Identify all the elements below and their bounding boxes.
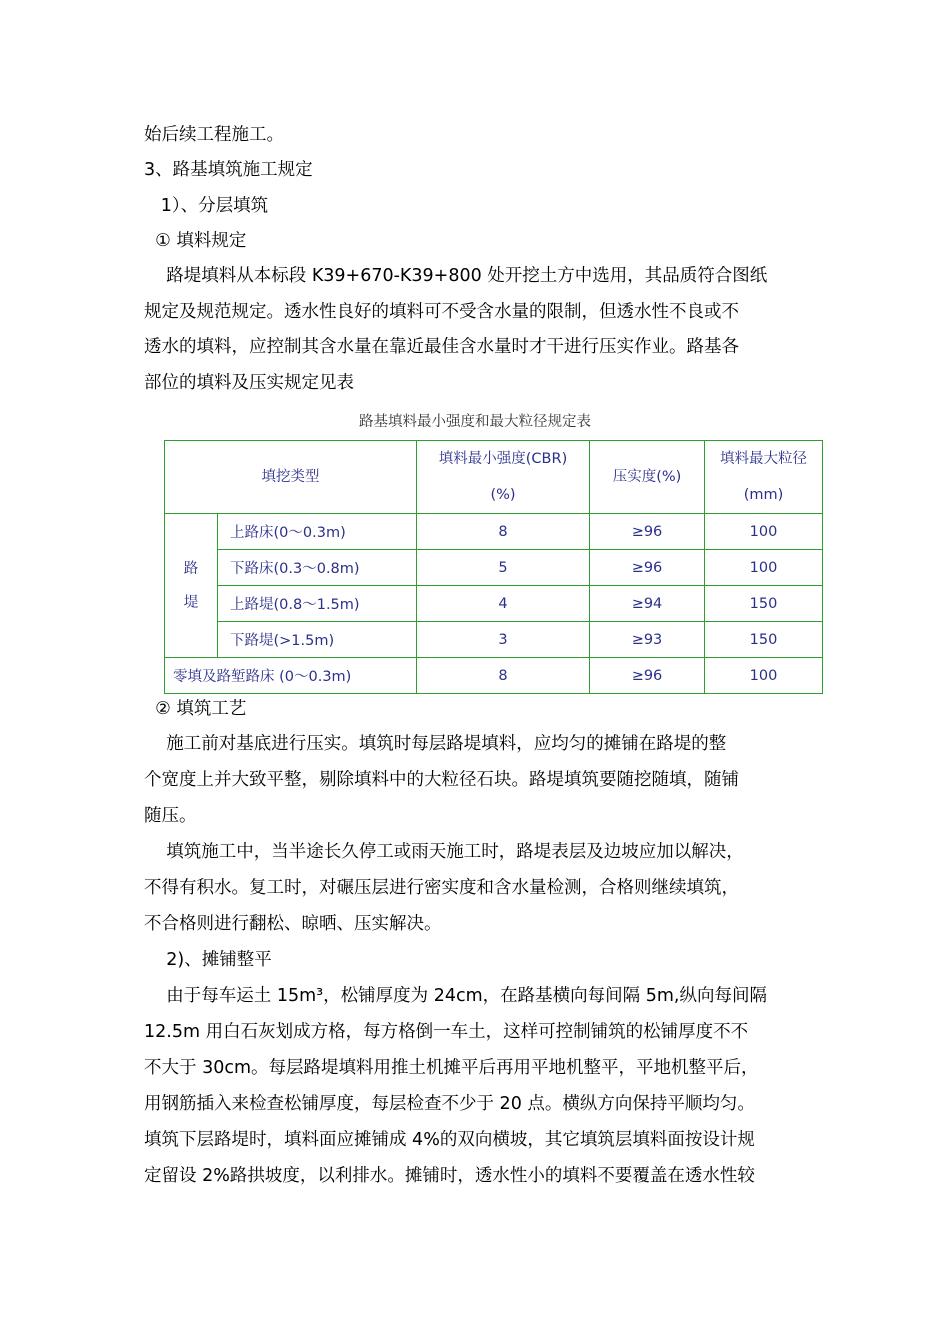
- item-heading: ① 填料规定: [144, 231, 247, 251]
- text-line: 由于每车运土 15m³，松铺厚度为 24cm，在路基横向每间隔 5m,纵向每间隔: [144, 986, 767, 1006]
- size-cell: 150: [705, 622, 823, 658]
- cbr-cell: 3: [417, 622, 590, 658]
- text-line: 透水的填料，应控制其含水量在靠近最佳含水量时才干进行压实作业。路基各: [144, 337, 739, 357]
- text-line: 12.5m 用白石灰划成方格，每方格倒一车土，这样可控制铺筑的松铺厚度不不: [144, 1022, 749, 1042]
- compaction-cell: ≥94: [590, 586, 705, 622]
- text-line: 随压。: [144, 806, 197, 826]
- part-cell: 下路床(0.3～0.8m): [218, 550, 417, 586]
- compaction-cell: ≥93: [590, 622, 705, 658]
- compaction-cell: ≥96: [590, 658, 705, 694]
- text-line: 部位的填料及压实规定见表: [144, 373, 354, 393]
- text-line: 施工前对基底进行压实。填筑时每层路堤填料，应均匀的摊铺在路堤的整: [144, 734, 727, 754]
- part-cell: 零填及路堑路床 (0～0.3m): [165, 658, 417, 694]
- text-line: 填筑施工中，当半途长久停工或雨天施工时，路堤表层及边坡应加以解决，: [144, 842, 744, 862]
- text-line: 填筑下层路堤时，填料面应摊铺成 4%的双向横坡，其它填筑层填料面按设计规: [144, 1130, 755, 1150]
- table-row: [165, 514, 823, 550]
- text-line: 个宽度上并大致平整，剔除填料中的大粒径石块。路堤填筑要随挖随填，随铺: [144, 770, 739, 790]
- text-line: 规定及规范规定。透水性良好的填料可不受含水量的限制，但透水性不良或不: [144, 302, 739, 322]
- header-compaction: 压实度(%): [590, 441, 705, 514]
- size-cell: 100: [705, 514, 823, 550]
- text-line: 路堤填料从本标段 K39+670-K39+800 处开挖土方中选用，其品质符合图纸: [144, 266, 768, 286]
- text-line: 不合格则进行翻松、晾晒、压实解决。: [144, 914, 442, 934]
- table-row: [165, 658, 823, 694]
- size-cell: 100: [705, 550, 823, 586]
- compaction-cell: ≥96: [590, 514, 705, 550]
- text-line: 用钢筋插入来检查松铺厚度，每层检查不少于 20 点。横纵方向保持平顺均匀。: [144, 1094, 755, 1114]
- text-line: 始后续工程施工。: [144, 125, 284, 145]
- header-size: 填料最大粒径 (mm): [705, 441, 823, 514]
- group-label: 路 堤: [165, 514, 218, 658]
- item-heading: ② 填筑工艺: [144, 699, 247, 719]
- text-line: 定留设 2%路拱坡度，以利排水。摊铺时，透水性小的填料不要覆盖在透水性较: [144, 1166, 755, 1186]
- part-cell: 上路堤(0.8～1.5m): [218, 586, 417, 622]
- text-line: 不大于 30cm。每层路堤填料用推土机摊平后再用平地机整平，平地机整平后，: [144, 1058, 759, 1078]
- part-cell: 上路床(0～0.3m): [218, 514, 417, 550]
- cbr-cell: 8: [417, 658, 590, 694]
- compaction-cell: ≥96: [590, 550, 705, 586]
- fill-spec-table: [164, 440, 823, 694]
- subsection-heading: 1）、分层填筑: [144, 196, 269, 216]
- table-row: [165, 586, 823, 622]
- cbr-cell: 4: [417, 586, 590, 622]
- header-type: 填挖类型: [165, 441, 417, 514]
- table-row: [165, 622, 823, 658]
- cbr-cell: 5: [417, 550, 590, 586]
- table-header-row: [165, 441, 823, 514]
- subsection-heading: 2)、摊铺整平: [144, 950, 272, 970]
- table-caption: 路基填料最小强度和最大粒径规定表: [359, 414, 591, 430]
- section-heading: 3、路基填筑施工规定: [144, 160, 313, 180]
- cbr-cell: 8: [417, 514, 590, 550]
- size-cell: 100: [705, 658, 823, 694]
- text-line: 不得有积水。复工时，对碾压层进行密实度和含水量检测，合格则继续填筑，: [144, 878, 739, 898]
- size-cell: 150: [705, 586, 823, 622]
- table-row: [165, 550, 823, 586]
- part-cell: 下路堤(>1.5m): [218, 622, 417, 658]
- header-cbr: 填料最小强度(CBR) (%): [417, 441, 590, 514]
